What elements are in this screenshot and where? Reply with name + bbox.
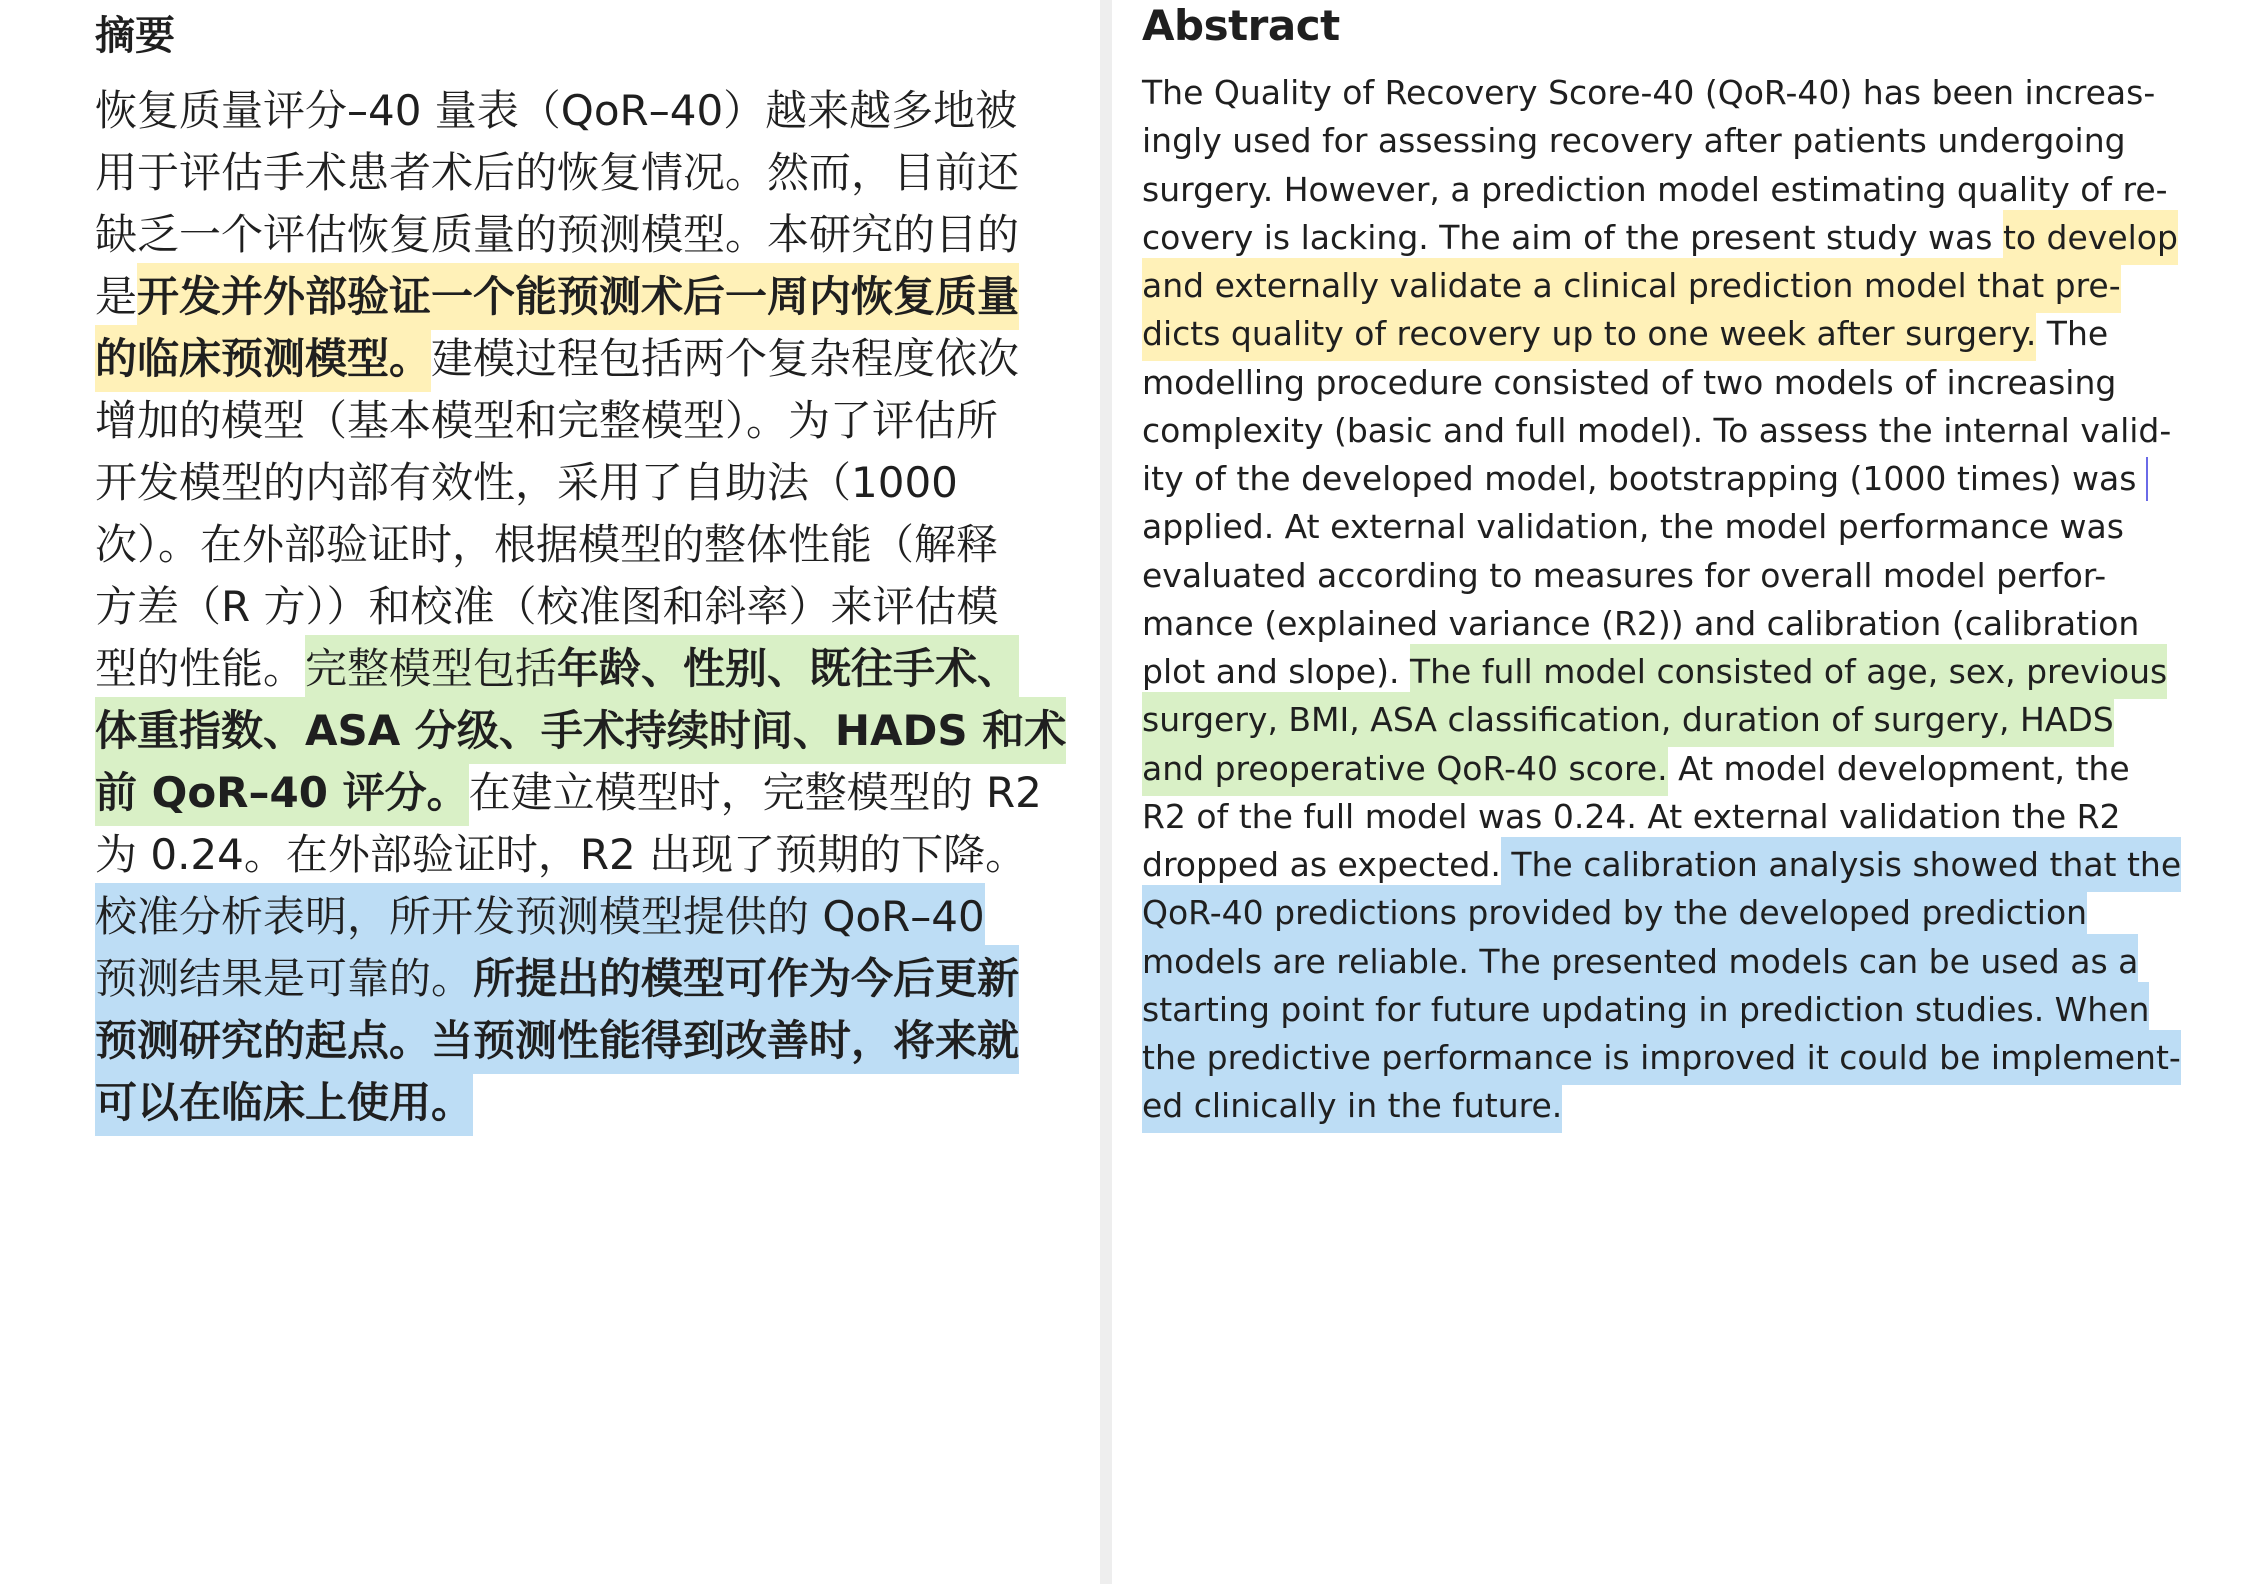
highlighted-text-blue: QoR-40 predictions provided by the developed prediction (1142, 885, 2087, 940)
highlighted-text-yellow: to develop (2003, 210, 2178, 265)
highlighted-text-blue: starting point for future updating in prediction studies. When (1142, 982, 2149, 1037)
highlighted-text-blue: 预测结果是可靠的。 (95, 945, 473, 1012)
body-text: The Quality of Recovery Score-40 (QoR-40) has been increas- (1142, 73, 2156, 112)
highlighted-text-green: 体重指数、ASA 分级、手术持续时间、HADS 和术 (95, 697, 1066, 764)
chinese-abstract-pane[interactable] (0, 0, 1100, 1584)
highlighted-text-yellow: 的临床预测模型。 (95, 325, 431, 392)
body-text: mance (explained variance (R2)) and calibration (calibration (1142, 603, 2140, 643)
body-text: 方差（R 方））和校准（校准图和斜率）来评估模 (95, 582, 999, 631)
highlighted-text-yellow: and externally validate a clinical prediction model that pre- (1142, 258, 2121, 313)
body-text: modelling procedure consisted of two models of increasing (1142, 362, 2117, 402)
highlighted-text-blue: ed clinically in the future. (1142, 1078, 1562, 1133)
highlighted-text-blue: 可以在临床上使用。 (95, 1069, 473, 1136)
body-text: 增加的模型（基本模型和完整模型）。为了评估所 (95, 396, 999, 445)
body-text: complexity (basic and full model). To assess the internal valid- (1142, 410, 2172, 450)
highlighted-text-blue: The calibration analysis showed that the (1501, 837, 2181, 892)
body-text: dropped as expected. (1142, 845, 1501, 884)
body-text: surgery. However, a prediction model estimating quality of re- (1142, 169, 2168, 209)
body-text: R2 of the full model was 0.24. At external validation the R2 (1142, 796, 2121, 836)
body-text: applied. At external validation, the model performance was (1142, 507, 2124, 547)
body-text: 用于评估手术患者术后的恢复情况。然而，目前还 (95, 148, 1020, 197)
english-abstract-title: Abstract (1142, 1, 1340, 50)
highlighted-text-green: 年龄、性别、既往手术、 (557, 635, 1019, 702)
body-text: 开发模型的内部有效性，采用了自助法（1000 (95, 458, 958, 507)
body-text: 型的性能。 (95, 644, 306, 693)
highlighted-text-blue: 校准分析表明，所开发预测模型提供的 QoR–40 (95, 883, 985, 950)
highlighted-text-yellow: 开发并外部验证一个能预测术后一周内恢复质量 (137, 263, 1019, 330)
body-text: plot and slope). (1142, 652, 1410, 691)
body-text: ity of the developed model, bootstrapping (1000 times) was (1142, 459, 2137, 498)
highlighted-text-blue: models are reliable. The presented models can be used as a (1142, 934, 2138, 989)
highlighted-text-green: surgery, BMI, ASA classification, duration of surgery, HADS (1142, 692, 2114, 747)
body-text: 建模过程包括两个复杂程度依次 (431, 334, 1020, 383)
body-text: 为 0.24。在外部验证时，R2 出现了预期的下降。 (95, 830, 1028, 879)
highlighted-text-green: and preoperative QoR-40 score. (1142, 741, 1668, 796)
chinese-abstract-title: 摘要 (95, 13, 175, 59)
body-text: 在建立模型时，完整模型的 R2 (468, 768, 1042, 817)
body-text: 恢复质量评分–40 量表（QoR–40）越来越多地被 (95, 86, 1018, 135)
highlighted-text-green: 完整模型包括 (305, 635, 557, 702)
body-text: 缺乏一个评估恢复质量的预测模型。本研究的目的 (95, 210, 1020, 259)
body-text: evaluated according to measures for overall model perfor- (1142, 555, 2107, 595)
english-abstract-pane[interactable] (1112, 0, 2254, 1584)
english-abstract-line (1142, 1071, 1562, 1141)
highlighted-text-green: 前 QoR–40 评分。 (95, 759, 469, 826)
highlighted-text-green: The full model consisted of age, sex, previous (1410, 644, 2167, 699)
highlighted-text-blue: 预测研究的起点。当预测性能得到改善时，将来就 (95, 1007, 1019, 1074)
body-text: At model development, the (1667, 748, 2130, 788)
body-text: 是 (95, 272, 138, 321)
body-text: covery is lacking. The aim of the present study was (1142, 217, 2003, 257)
body-text: 次）。在外部验证时，根据模型的整体性能（解释 (95, 520, 999, 569)
text-cursor (2146, 457, 2148, 501)
chinese-abstract-line (95, 1058, 473, 1148)
pane-divider[interactable] (1100, 0, 1112, 1584)
highlighted-text-blue: 所提出的模型可作为今后更新 (473, 945, 1019, 1012)
highlighted-text-yellow: dicts quality of recovery up to one week after surgery. (1142, 306, 2036, 361)
highlighted-text-blue: the predictive performance is improved it could be implement- (1142, 1030, 2181, 1085)
body-text: The (2036, 314, 2109, 354)
body-text: ingly used for assessing recovery after patients undergoing (1142, 121, 2126, 161)
